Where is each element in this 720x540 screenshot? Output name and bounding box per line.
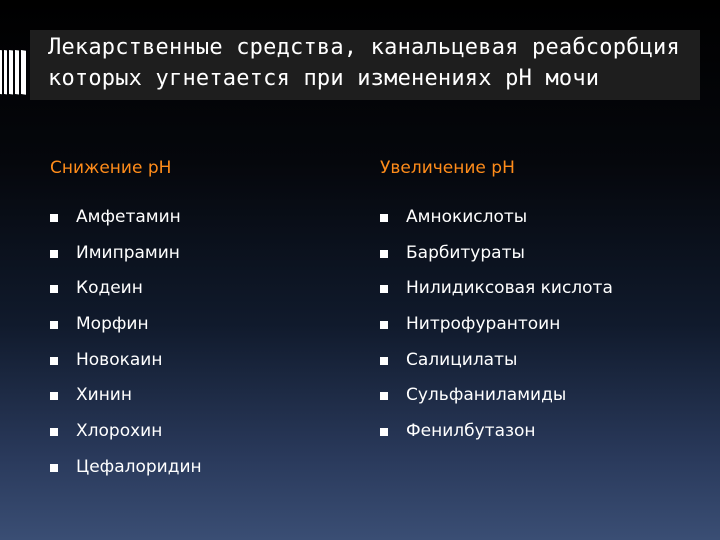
list-item-label: Имипрамин <box>76 242 180 263</box>
list-item-label: Амфетамин <box>76 207 181 227</box>
list-item-label: Салицилаты <box>406 349 518 370</box>
square-bullet-icon <box>380 250 388 258</box>
square-bullet-icon <box>50 214 58 222</box>
drug-list <box>50 200 202 486</box>
list-item-label: Хинин <box>76 385 132 406</box>
list-item <box>50 200 202 236</box>
list-item-label: Новокаин <box>76 349 163 370</box>
list-item-label: Сульфаниламиды <box>406 385 567 406</box>
list-item <box>380 378 613 414</box>
list-item <box>50 450 202 486</box>
list-item <box>50 271 202 307</box>
list-item <box>380 236 613 272</box>
list-item <box>50 307 202 343</box>
square-bullet-icon <box>380 392 388 400</box>
list-item <box>380 307 613 343</box>
square-bullet-icon <box>380 428 388 436</box>
list-item <box>380 271 613 307</box>
drug-list <box>380 200 613 450</box>
square-bullet-icon <box>380 214 388 222</box>
column-header: Увеличение рН <box>380 158 515 178</box>
square-bullet-icon <box>380 285 388 293</box>
square-bullet-icon <box>50 285 58 293</box>
list-item-label: Морфин <box>76 314 149 335</box>
decorative-stripes <box>0 50 26 94</box>
list-item-label: Фенилбутазон <box>406 421 536 442</box>
list-item <box>50 343 202 379</box>
list-item <box>380 343 613 379</box>
square-bullet-icon <box>50 321 58 329</box>
list-item-label: Амнокислоты <box>406 207 528 227</box>
list-item <box>380 414 613 450</box>
list-item <box>50 378 202 414</box>
column-header: Снижение рН <box>50 158 172 178</box>
list-item <box>380 200 613 236</box>
list-item-label: Барбитураты <box>406 242 525 263</box>
list-item-label: Нилидиксовая кислота <box>406 278 613 299</box>
square-bullet-icon <box>50 392 58 400</box>
column-ph-increase <box>380 154 613 450</box>
list-item <box>50 414 202 450</box>
column-ph-decrease <box>50 154 202 486</box>
list-item <box>50 236 202 272</box>
square-bullet-icon <box>380 357 388 365</box>
list-item-label: Кодеин <box>76 278 143 299</box>
square-bullet-icon <box>50 250 58 258</box>
square-bullet-icon <box>380 321 388 329</box>
list-item-label: Хлорохин <box>76 421 163 442</box>
square-bullet-icon <box>50 357 58 365</box>
square-bullet-icon <box>50 428 58 436</box>
list-item-label: Цефалоридин <box>76 456 202 477</box>
square-bullet-icon <box>50 464 58 472</box>
slide-title: Лекарственные средства, канальцевая реабсорбция которых угнетается при изменениях рН мочи <box>48 35 680 91</box>
list-item-label: Нитрофурантоин <box>406 314 561 335</box>
